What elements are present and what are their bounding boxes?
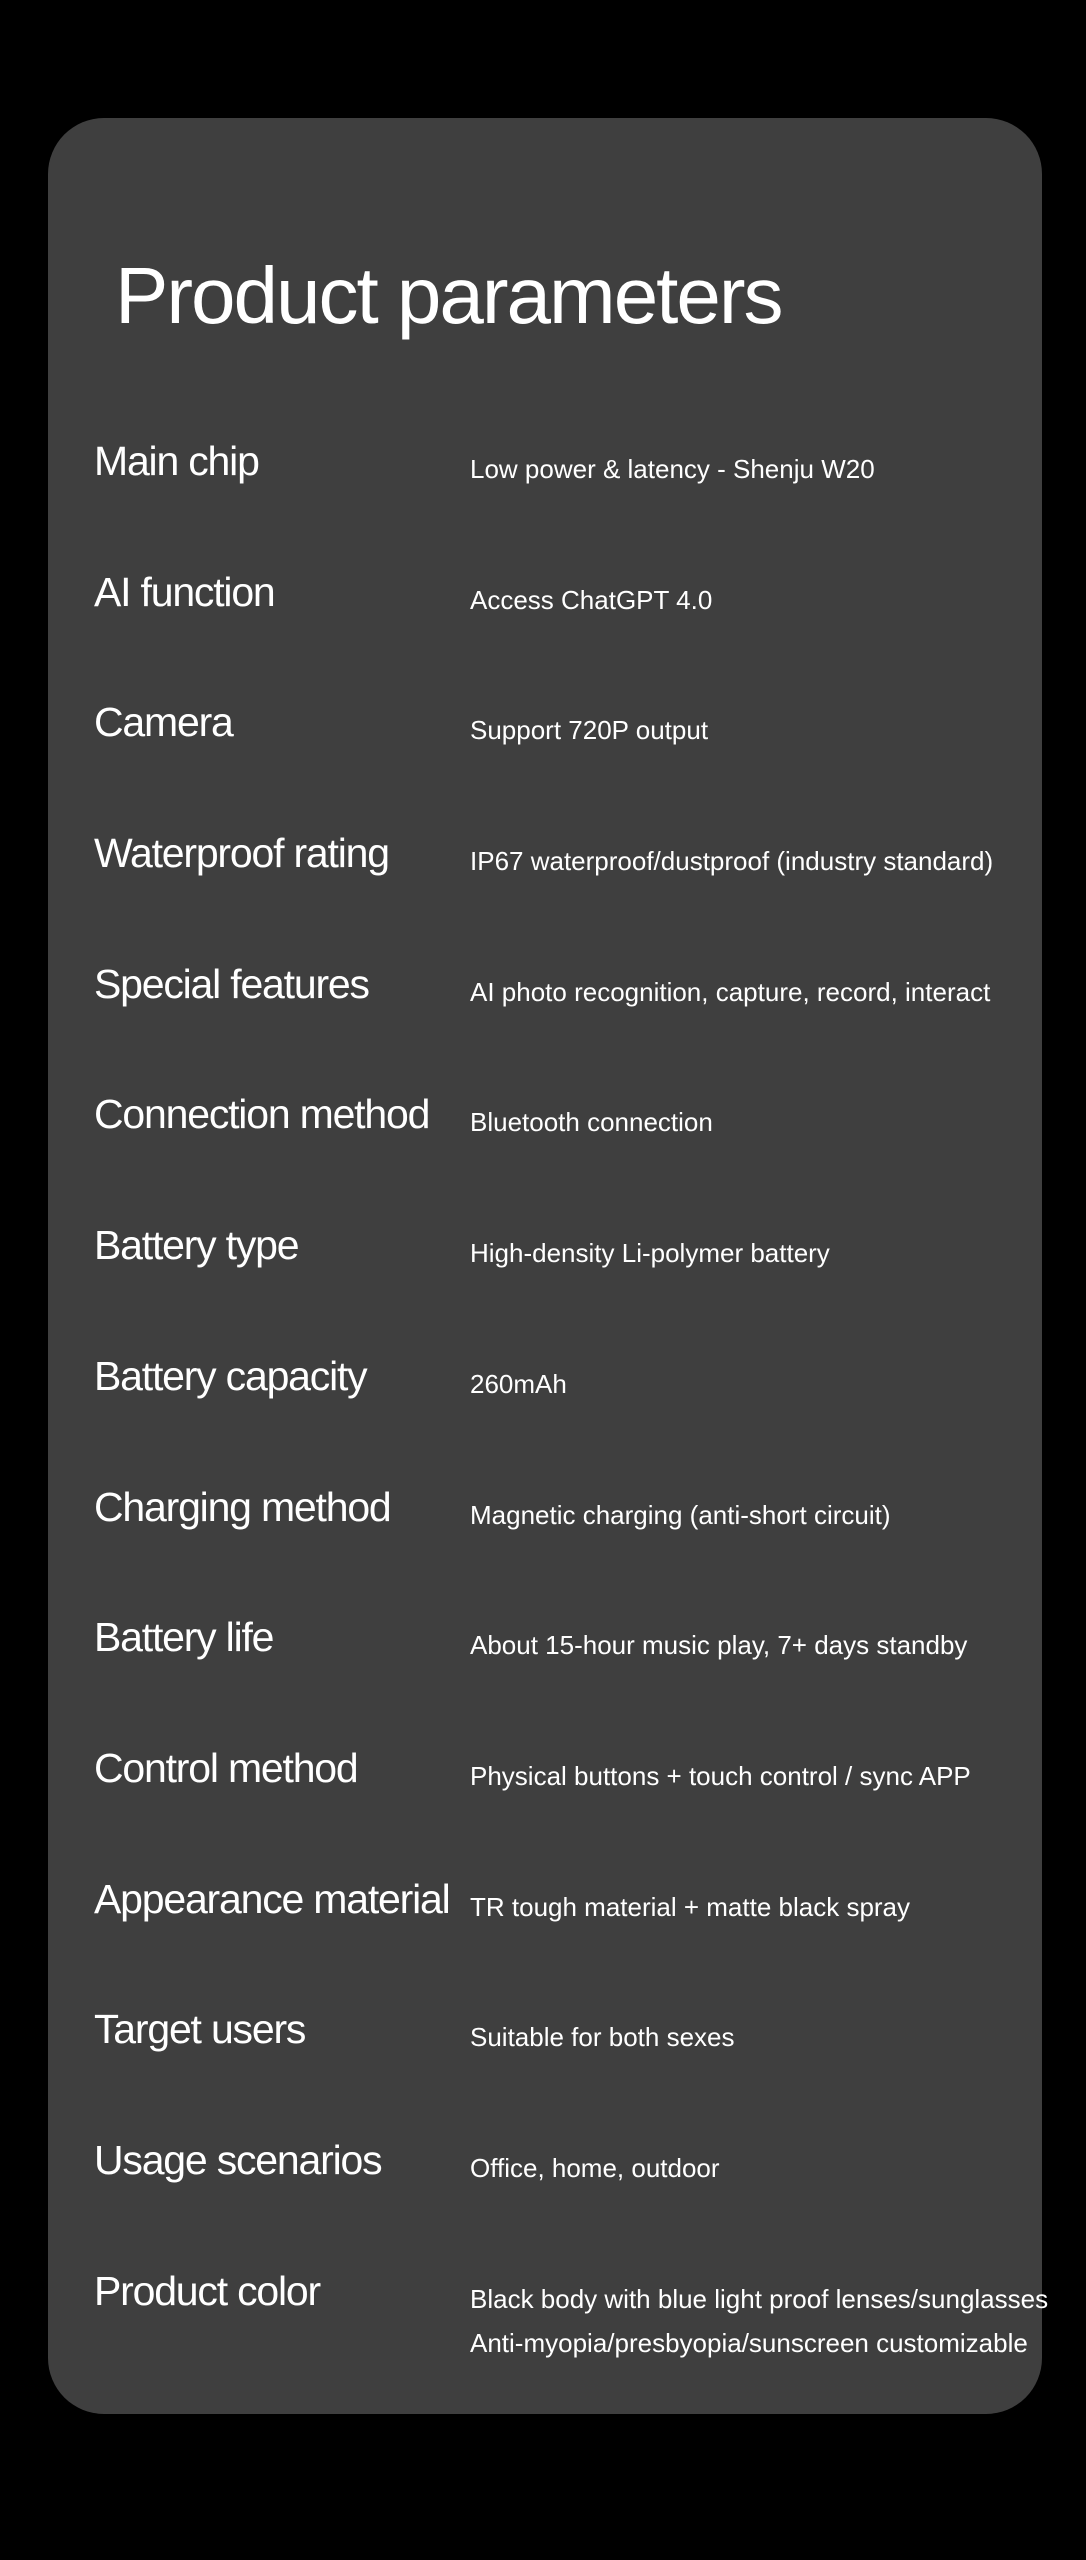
param-row-connection-method xyxy=(94,1091,1038,1222)
param-value xyxy=(470,2015,735,2059)
param-row-product-color xyxy=(94,2267,1049,2399)
param-row-appearance-material xyxy=(94,1876,1038,2007)
param-value-line: Suitable for both sexes xyxy=(470,2022,735,2053)
param-value-line: High-density Li-polymer battery xyxy=(470,1238,830,1269)
param-value-line: Anti-myopia/presbyopia/sunscreen customizable xyxy=(470,2327,1028,2358)
param-label: Special features xyxy=(94,960,369,1007)
param-label: Target users xyxy=(94,2006,306,2053)
param-value xyxy=(470,1231,830,1275)
param-label: Charging method xyxy=(94,1483,391,1530)
param-label: Connection method xyxy=(94,1091,430,1138)
param-label: Camera xyxy=(94,699,233,746)
param-value-line: Magnetic charging (anti-short circuit) xyxy=(470,1499,891,1530)
param-value-line: Access ChatGPT 4.0 xyxy=(470,584,713,615)
param-value xyxy=(470,1754,971,1798)
param-value-line: AI photo recognition, capture, record, interact xyxy=(470,976,991,1007)
param-value-line: Physical buttons + touch control / sync APP xyxy=(470,1760,971,1791)
param-value xyxy=(470,1885,910,1929)
param-row-camera xyxy=(94,699,1038,830)
param-value xyxy=(470,1362,567,1406)
param-value-line: IP67 waterproof/dustproof (industry standard) xyxy=(470,846,994,877)
param-row-control-method xyxy=(94,1745,1038,1876)
param-value xyxy=(470,1493,891,1537)
param-row-battery-capacity xyxy=(94,1353,1038,1484)
param-value xyxy=(470,708,708,752)
param-label: Appearance material xyxy=(94,1875,450,1922)
param-value xyxy=(470,2146,720,2190)
param-value xyxy=(470,1623,967,1667)
param-row-battery-type xyxy=(94,1222,1038,1353)
param-label: Waterproof rating xyxy=(94,830,389,877)
param-value-line: Low power & latency - Shenju W20 xyxy=(470,454,875,484)
param-value-line: Black body with blue light proof lenses/sunglasses xyxy=(470,2283,1049,2314)
param-value xyxy=(470,839,993,883)
param-label: Battery life xyxy=(94,1614,274,1661)
parameters-list xyxy=(94,438,1049,2398)
page-title: Product parameters xyxy=(115,251,782,340)
param-label: Control method xyxy=(94,1744,358,1791)
param-value xyxy=(470,447,875,491)
param-label: Battery capacity xyxy=(94,1352,367,1399)
param-value xyxy=(470,970,990,1014)
param-row-battery-life xyxy=(94,1614,1038,1745)
param-value xyxy=(470,1100,713,1144)
param-label: Main chip xyxy=(94,438,259,484)
param-value-line: 260mAh xyxy=(470,1368,567,1399)
param-row-special-features xyxy=(94,961,1038,1092)
param-row-target-users xyxy=(94,2006,1038,2137)
param-value-line: Office, home, outdoor xyxy=(470,2152,720,2183)
param-value-line: Bluetooth connection xyxy=(470,1107,713,1138)
param-value-line: TR tough material + matte black spray xyxy=(470,1891,911,1922)
param-value xyxy=(470,578,712,622)
parameters-card xyxy=(48,118,1049,2414)
param-value-line: Support 720P output xyxy=(470,715,709,746)
param-label: AI function xyxy=(94,568,275,615)
param-label: Usage scenarios xyxy=(94,2136,382,2183)
param-row-charging-method xyxy=(94,1484,1038,1615)
param-row-main-chip xyxy=(94,438,1038,569)
param-row-ai-function xyxy=(94,569,1038,700)
param-label: Product color xyxy=(94,2267,320,2314)
param-value-line: About 15-hour music play, 7+ days standby xyxy=(470,1630,968,1661)
param-row-usage-scenarios xyxy=(94,2137,1038,2268)
param-row-waterproof-rating xyxy=(94,830,1038,961)
param-label: Battery type xyxy=(94,1222,299,1269)
param-value xyxy=(470,2277,1048,2365)
